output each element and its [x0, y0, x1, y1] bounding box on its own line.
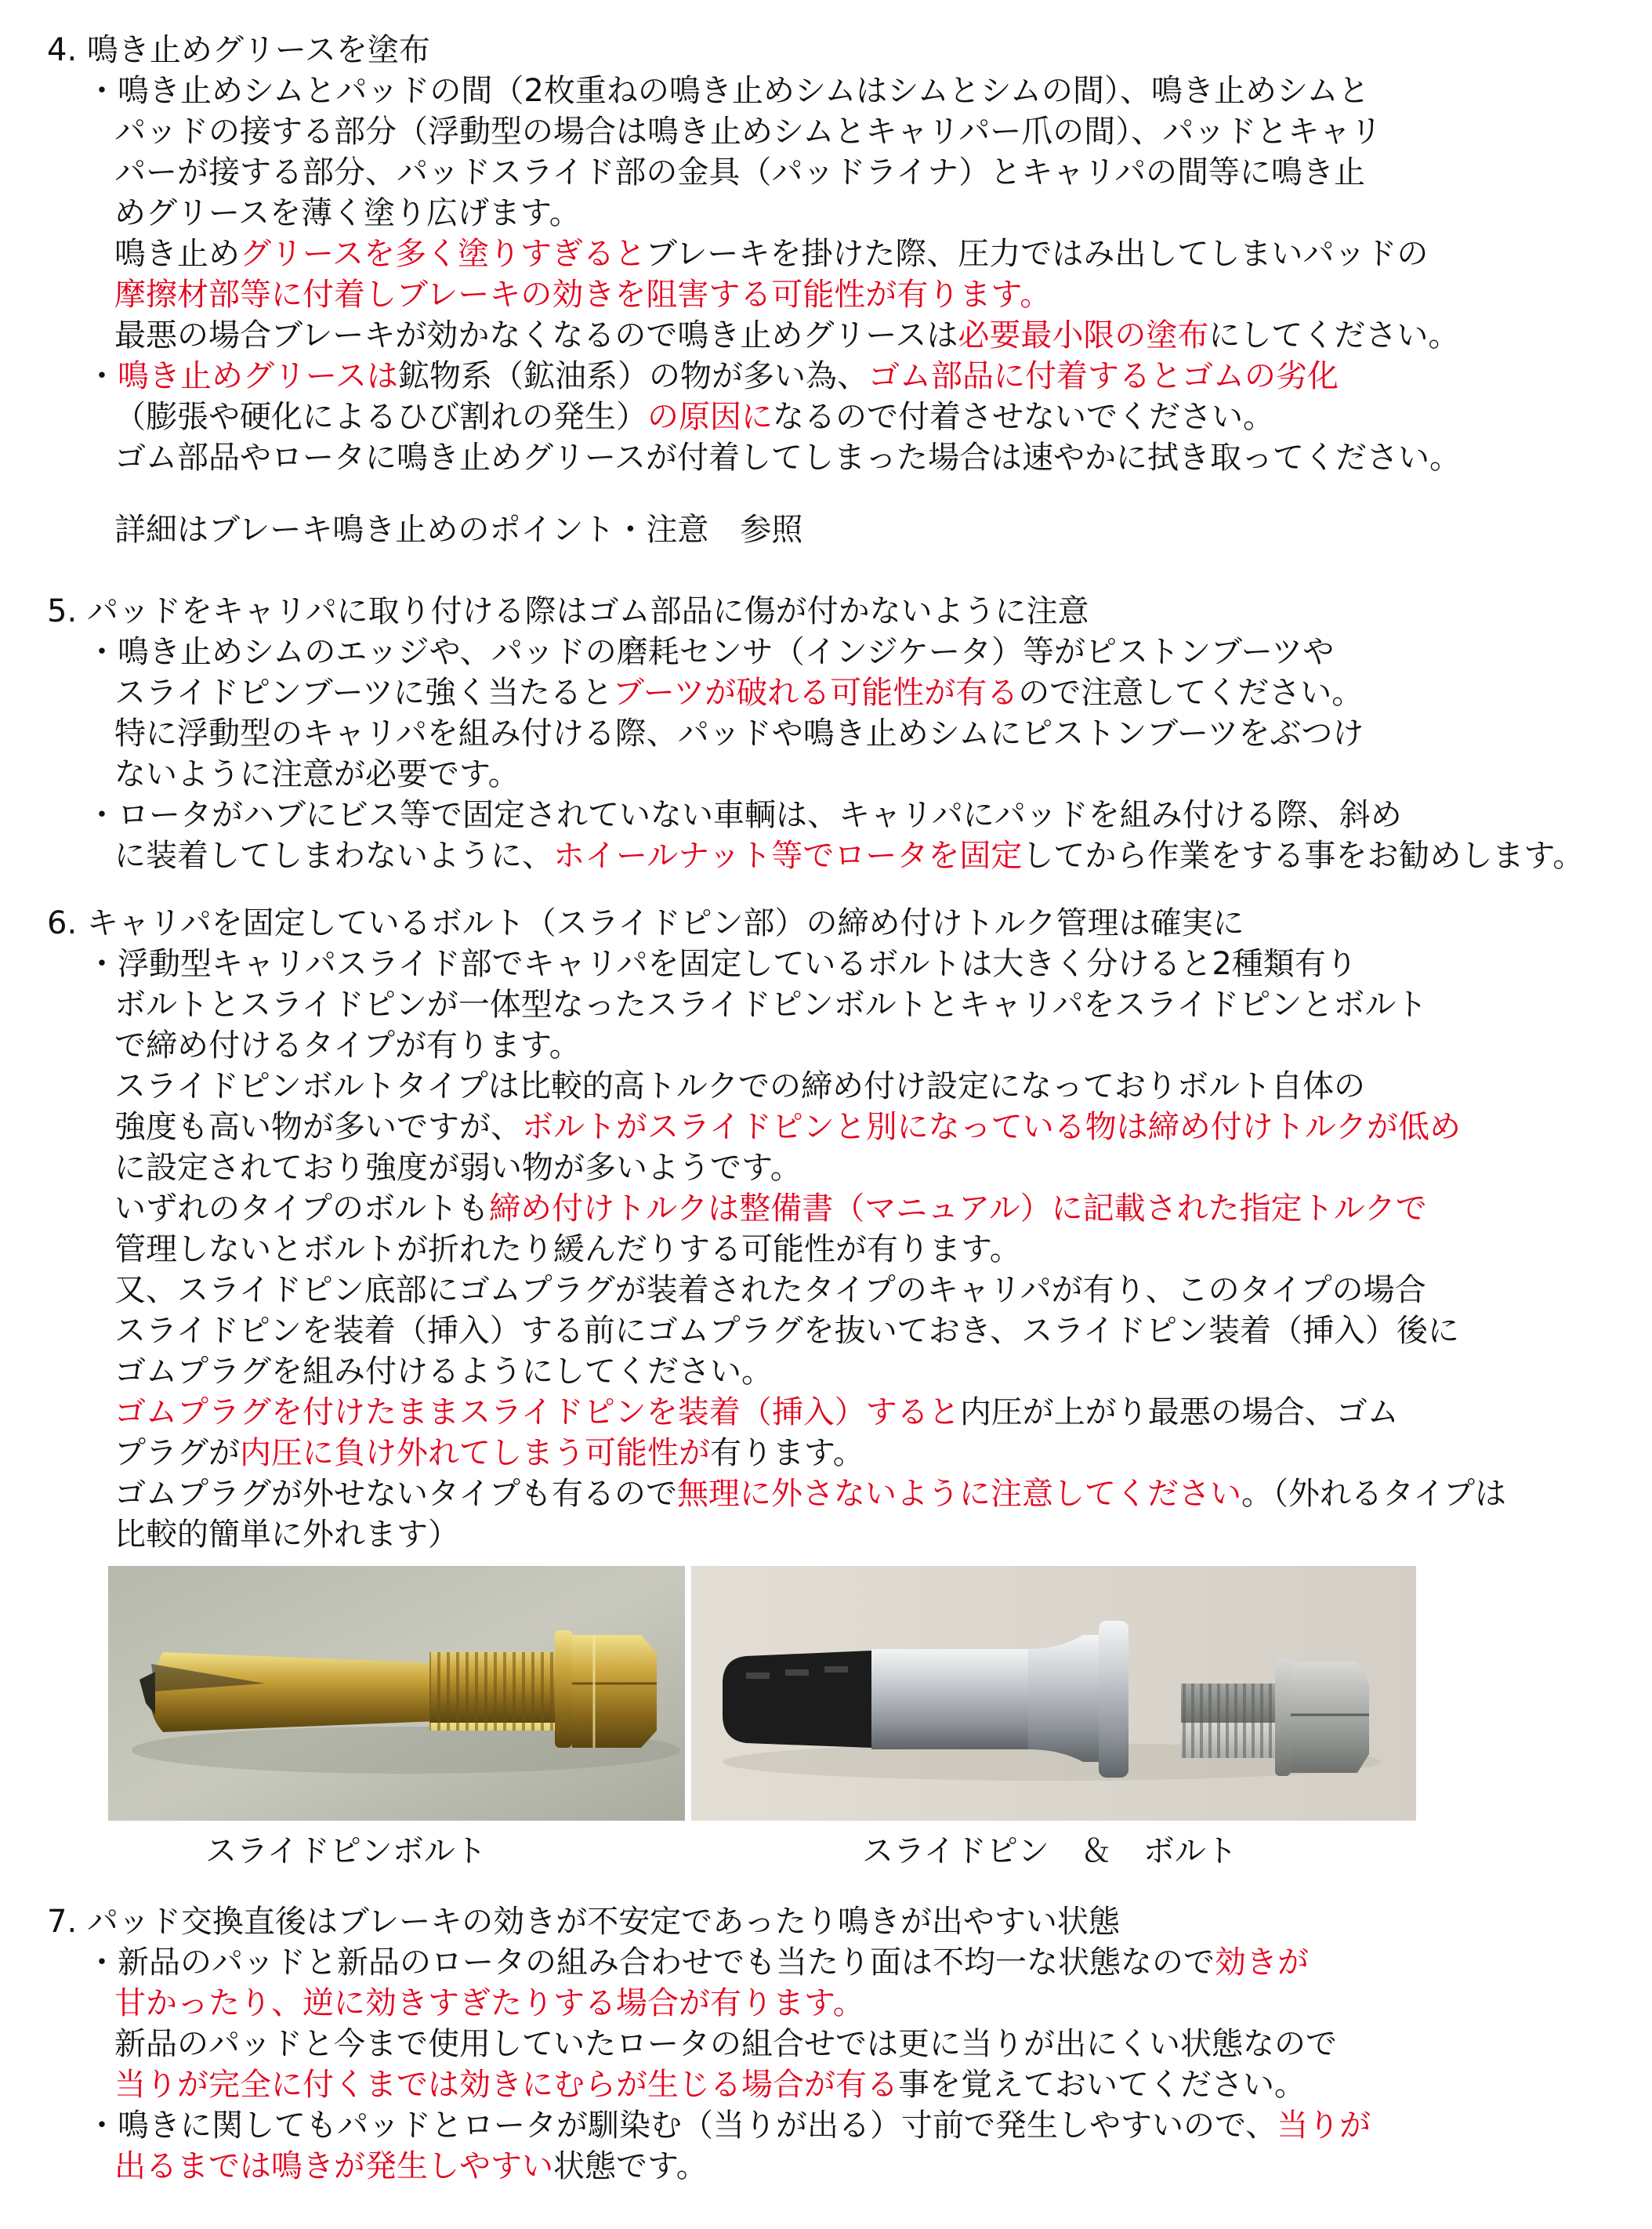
highlighted-text: 当りが完全に付くまでは効きにむらが生じる場合が有る — [114, 2067, 898, 2103]
body-text: 比較的簡単に外れます） — [114, 1517, 459, 1553]
section-7-line-2 — [114, 1983, 864, 2024]
section-4-reference-line — [114, 509, 802, 550]
section-4-line-3 — [114, 152, 1365, 193]
section-6-line-11 — [114, 1351, 773, 1392]
body-text: してから作業をする事をお勧めします。 — [1022, 838, 1585, 874]
highlighted-text: ホイールナット等でロータを固定 — [553, 838, 1023, 874]
section-6-line-1 — [86, 944, 1357, 984]
body-text: に装着してしまわないように、 — [114, 838, 553, 874]
section-7-line-6 — [114, 2146, 708, 2187]
highlighted-text: 無理に外さないように注意してください — [677, 1476, 1241, 1512]
slide-pin-and-bolt-caption: スライドピン ＆ ボルト — [862, 1833, 1237, 1869]
body-text: 事を覚えておいてください。 — [898, 2067, 1306, 2103]
body-text: ・ — [86, 358, 118, 394]
body-text: 強度も高い物が多いですが、 — [114, 1109, 522, 1145]
body-text: ・新品のパッドと新品のロータの組み合わせでも当たり面は不均一な状態なので — [86, 1944, 1215, 1981]
section-6-line-7 — [114, 1188, 1427, 1229]
section-6-line-4 — [114, 1066, 1365, 1107]
highlighted-text: 当りが — [1277, 2108, 1371, 2144]
section-5-title: 5. パッドをキャリパに取り付ける際はゴム部品に傷が付かないように注意 — [47, 593, 1089, 629]
section-6-line-2 — [114, 984, 1427, 1025]
highlighted-text: 出るまでは鳴きが発生しやすい — [114, 2148, 553, 2184]
section-4-line-10 — [114, 437, 1461, 478]
body-text: 特に浮動型のキャリパを組み付ける際、パッドや鳴き止めシムにピストンブーツをぶつけ — [114, 716, 1364, 752]
body-text: 詳細はブレーキ鳴き止めのポイント・注意 参照 — [114, 512, 803, 548]
section-6-line-13 — [114, 1433, 864, 1473]
section-6-line-8 — [114, 1229, 1021, 1270]
body-text: 有ります。 — [710, 1435, 864, 1471]
body-text: ゴムプラグを組み付けるようにしてください。 — [114, 1354, 773, 1390]
highlighted-text: 効きが — [1215, 1944, 1309, 1981]
section-7-line-5 — [86, 2105, 1371, 2146]
body-text: 新品のパッドと今まで使用していたロータの組合せでは更に当りが出にくい状態なので — [114, 2026, 1337, 2062]
body-text: 状態です。 — [553, 2148, 708, 2184]
section-6-line-10 — [114, 1310, 1459, 1351]
highlighted-text: 甘かったり、逆に効きすぎたりする場合が有ります。 — [114, 1985, 864, 2021]
slide-pin-bolt-caption: スライドピンボルト — [205, 1833, 487, 1869]
section-5-line-6 — [114, 835, 1584, 876]
body-text: ・鳴き止めシムとパッドの間（2枚重ねの鳴き止めシムはシムとシムの間）、鳴き止めシムと — [86, 73, 1370, 109]
body-text: に設定されており強度が弱い物が多いようです。 — [114, 1150, 802, 1186]
section-6-line-15 — [114, 1514, 459, 1555]
section-4-line-4 — [114, 193, 581, 234]
highlighted-text: グリースを多く塗りすぎると — [240, 236, 646, 272]
body-text: ・鳴きに関してもパッドとロータが馴染む（当りが出る）寸前で発生しやすいので、 — [86, 2108, 1277, 2144]
body-text: 最悪の場合ブレーキが効かなくなるので鳴き止めグリースは — [114, 317, 958, 353]
section-4-line-8 — [86, 356, 1339, 397]
section-5-line-1 — [86, 632, 1334, 672]
body-text: なるので付着させないでください。 — [773, 399, 1274, 435]
body-text: プラグが — [114, 1435, 240, 1471]
highlighted-text: ゴムプラグを付けたままスライドピンを装着（挿入）すると — [114, 1394, 960, 1430]
highlighted-text: ブーツが破れる可能性が有る — [613, 675, 1019, 711]
body-text: ので注意してください。 — [1018, 675, 1364, 711]
body-text: ゴムプラグが外せないタイプも有るので — [114, 1476, 677, 1512]
body-text: めグリースを薄く塗り広げます。 — [114, 195, 581, 231]
body-text: 鳴き止め — [114, 236, 240, 272]
highlighted-text: ゴム部品に付着するとゴムの劣化 — [868, 358, 1339, 394]
body-text: ・ロータがハブにビス等で固定されていない車輌は、キャリパにパッドを組み付ける際、斜め — [86, 797, 1402, 833]
section-6-line-3 — [114, 1025, 581, 1066]
highlighted-text: 鳴き止めグリースは — [118, 358, 398, 394]
section-5-line-2 — [114, 672, 1363, 713]
body-text: いずれのタイプのボルトも — [114, 1191, 489, 1227]
section-4-line-1 — [86, 71, 1369, 111]
body-text: パーが接する部分、パッドスライド部の金具（パッドライナ）とキャリパの間等に鳴き止 — [114, 154, 1365, 190]
highlighted-text: ボルトがスライドピンと別になっている物は締め付けトルクが低め — [522, 1109, 1461, 1145]
section-4-line-6 — [114, 274, 1051, 315]
section-4-line-7 — [114, 315, 1459, 356]
section-6-title: 6. キャリパを固定しているボルト（スライドピン部）の締め付けトルク管理は確実に — [47, 905, 1244, 941]
section-5-line-3 — [114, 713, 1364, 754]
body-text: 。（外れるタイプは — [1241, 1476, 1506, 1512]
body-text: ・浮動型キャリパスライド部でキャリパを固定しているボルトは大きく分けると2種類有り — [86, 946, 1357, 982]
highlighted-text: 締め付けトルクは整備書（マニュアル）に記載された指定トルクで — [489, 1191, 1427, 1227]
section-6-line-12 — [114, 1392, 1399, 1433]
body-text: ブレーキを掛けた際、圧力ではみ出してしまいパッドの — [646, 236, 1429, 272]
highlighted-text: 内圧に負け外れてしまう可能性が — [240, 1435, 710, 1471]
body-text: ゴム部品やロータに鳴き止めグリースが付着してしまった場合は速やかに拭き取ってください。 — [114, 440, 1461, 476]
highlighted-text: 摩擦材部等に付着しブレーキの効きを阻害する可能性が有ります。 — [114, 277, 1052, 313]
body-text: 又、スライドピン底部にゴムプラグが装着されたタイプのキャリパが有り、このタイプの場合 — [114, 1272, 1426, 1308]
body-text: （膨張や硬化によるひび割れの発生） — [114, 399, 647, 435]
section-4-line-2 — [114, 111, 1382, 152]
section-6-line-6 — [114, 1147, 802, 1188]
slide-pin-and-bolt-photo — [691, 1566, 1416, 1821]
section-7-line-1 — [86, 1942, 1309, 1983]
section-7-title: 7. パッド交換直後はブレーキの効きが不安定であったり鳴きが出やすい状態 — [47, 1904, 1120, 1940]
section-6-line-5 — [114, 1107, 1461, 1147]
body-text: ないように注意が必要です。 — [114, 756, 520, 792]
body-text: 鉱物系（鉱油系）の物が多い為、 — [398, 358, 868, 394]
section-7-line-3 — [114, 2024, 1337, 2064]
body-text: 内圧が上がり最悪の場合、ゴム — [959, 1394, 1399, 1430]
body-text: スライドピンボルトタイプは比較的高トルクでの締め付け設定になっておりボルト自体の — [114, 1068, 1365, 1104]
body-text: ボルトとスライドピンが一体型なったスライドピンボルトとキャリパをスライドピンとボルト — [114, 987, 1428, 1023]
section-4-line-9 — [114, 397, 1274, 437]
body-text: パッドの接する部分（浮動型の場合は鳴き止めシムとキャリパー爪の間）、パッドとキャリ — [114, 114, 1382, 150]
body-text: スライドピンブーツに強く当たると — [114, 675, 613, 711]
body-text: 管理しないとボルトが折れたり緩んだりする可能性が有ります。 — [114, 1231, 1021, 1267]
highlighted-text: の原因に — [647, 399, 773, 435]
body-text: ・鳴き止めシムのエッジや、パッドの磨耗センサ（インジケータ）等がピストンブーツや — [86, 634, 1335, 670]
section-7-line-4 — [114, 2064, 1306, 2105]
body-text: で締め付けるタイプが有ります。 — [114, 1028, 581, 1064]
section-4-title: 4. 鳴き止めグリースを塗布 — [47, 32, 430, 68]
body-text: にしてください。 — [1208, 317, 1460, 353]
section-6-line-9 — [114, 1270, 1426, 1310]
section-5-line-4 — [114, 754, 520, 795]
highlighted-text: 必要最小限の塗布 — [958, 317, 1209, 353]
section-4-line-5 — [114, 234, 1428, 274]
slide-pin-bolt-photo — [108, 1566, 685, 1821]
section-6-line-14 — [114, 1473, 1506, 1514]
body-text: スライドピンを装着（挿入）する前にゴムプラグを抜いておき、スライドピン装着（挿入）後に — [114, 1313, 1459, 1349]
section-5-line-5 — [86, 795, 1402, 835]
